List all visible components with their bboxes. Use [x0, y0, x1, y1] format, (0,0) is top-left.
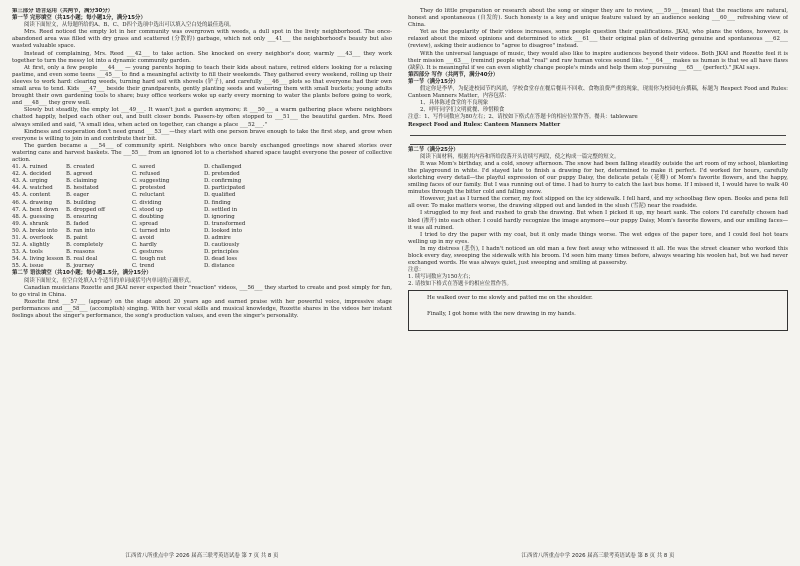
grammar-instructions: 阅读下面短文，在空白处填入1个适当的单词或括号内单词的正确形式。	[24, 277, 195, 284]
option-item: C. trend	[132, 263, 155, 270]
option-item: D. participated	[204, 185, 245, 192]
option-item: B. dropped off	[66, 206, 105, 213]
option-item: C. avoid	[132, 235, 155, 241]
option-item: B. ran into	[66, 227, 95, 234]
story-paragraph: It was Mom's birthday, and a cold, snowy afternoon. The snow had been falling steadily outside the art room of my school, blanketing the playground in white. I'd stayed late to finish a drawing for her, determined to make it perfect. I'd worked for hours, carefully sketching every detail—the playful expression of our puppy Daisy, the delicate petals (花瓣) of Mom's favorite flowers, and the happy, smiling faces of our family. But I was running out of time. I had to hurry to catch the last bus home. If I missed it, I would have to walk 40 minutes through the bitter cold and falling snow.	[408, 160, 788, 196]
grammar-title: 第二节 语法填空（共10小题；每小题1.5分，满分15分）	[12, 270, 152, 277]
cloze-instructions: 阅读下面短文，从每题所给的A、B、C、D四个选项中选出可以填入空白处的最佳选项。	[24, 22, 235, 29]
option-item: C. tough nut	[132, 256, 166, 263]
option-item: D. dead loss	[204, 256, 238, 263]
section-3-title: 第三部分 语言运用（共两节，满分30分）	[12, 8, 114, 14]
writing-2-note-label: 注意：	[408, 267, 425, 274]
option-item: D. confirming	[204, 178, 242, 185]
grammar-paragraph: Canadian musicians Rozette and JKAI never expected their "reaction" videos, ___56___ they started to create and post simply for fun, to go viral in China.	[12, 284, 392, 298]
option-item: C. doubting	[132, 213, 164, 220]
option-item: C. protested	[132, 185, 166, 192]
option-item: 55. A. issue	[12, 263, 44, 270]
grammar-paragraph: Yet as the popularity of their videos increases, some people question their qualifications. JKAI, who plans the videos, however, is relaxed about the mixed opinions and determined to stick ___61___ their original plan of delivering genuine and spontaneous ___62___ (review), asking their audience to "agree to disagree" instead.	[408, 29, 788, 50]
option-item: B. completely	[66, 242, 104, 249]
writing-1-note: 注意：1、写作词数应为80左右；2、请按如下格式在答题卡的相应位置作答。餐具：tableware	[408, 114, 638, 121]
continuation-opener: Finally, I got home with the new drawing in my hands.	[427, 310, 576, 317]
story-paragraph: I struggled to my feet and rushed to grab the drawing. But when I picked it up, my heart sank. The colors I'd carefully chosen had bled (渗开) into each other. I could hardly recognize the image anymore—our puppy Daisy, Mom's favorite flowers, and our smiling faces—it was all ruined.	[408, 210, 788, 231]
story-paragraph: I tried to dry the paper with my coat, but it only made things worse. The wet edges of the paper tore, and I could feel hot tears welling up in my eyes.	[408, 231, 788, 245]
option-item: 46. A. drawing	[12, 199, 53, 206]
grammar-paragraph: With the universal language of music, they would also like to inspire audiences beyond their videos. Both JKAI and Rozette feel it is their mission ___63___ (remind) people what "real" and raw human voices sound like. "___64___ makes us human is that we all have flaws (缺陷). It is meaningful if we can even slightly change people's minds and help them stop pursuing ___65___ (perfect)." JKAI says.	[408, 50, 788, 71]
writing-2-note: 1. 续写词数应为150左右；	[408, 274, 474, 281]
cloze-paragraph: Slowly but steadily, the empty lot ___49___. It wasn't just a garden anymore; it ___50___ a warm gathering place where neighbors chatted happily, helped each other out, and built closer bonds. Passers-by often stopped to ___51___ the beautiful garden. Mrs. Reed always smiled and said, "A small idea, when acted on together, can change a place ___52___."	[12, 107, 392, 128]
option-item: B. agreed	[66, 171, 93, 178]
option-item: D. pretended	[204, 171, 240, 178]
option-item: B. building	[66, 199, 96, 206]
page-7-column	[12, 8, 392, 548]
option-item: 45. A. content	[12, 192, 51, 199]
option-item: B. eager	[66, 192, 90, 199]
continuation-box	[408, 290, 788, 330]
option-item: B. ensuring	[66, 213, 98, 220]
writing-2-note: 2. 请按如下格式在答题卡的相应位置作答。	[408, 281, 512, 288]
answer-line	[410, 138, 786, 145]
writing-2-instructions: 阅读下面材料，根据其内容和所给段落开头语续写两段，使之构成一篇完整的短文。	[420, 153, 620, 160]
option-item: D. principles	[204, 249, 239, 256]
option-item: C. gestures	[132, 249, 163, 256]
option-item: D. qualified	[204, 192, 236, 199]
grammar-paragraph: They do little preparation or research about the song or singer they are to review, ___59___ (mean) that the reactions are natural, honest and spontaneous (自发的). Such honesty is a key and unique feature valued by an audience seeking ___60___ refreshing view of China.	[408, 8, 788, 29]
option-item: C. hardly	[132, 242, 157, 249]
option-item: C. reluctant	[132, 192, 165, 199]
option-item: 49. A. shrank	[12, 220, 49, 227]
section-4-title: 第四部分 写作（共两节，满分40分）	[408, 71, 499, 78]
page-8-footer: 江西省八所重点中学 2026 届高三联考英语试卷 第 8 页 共 8 页	[521, 553, 675, 559]
answer-line	[410, 129, 786, 136]
option-item: D. admire	[204, 235, 231, 241]
option-item: C. dividing	[132, 199, 162, 206]
cloze-paragraph: Kindness and cooperation don't need grand ___53___—they start with one person brave enough to take the first step, and grow when everyone is willing to join in and contribute their bit.	[12, 128, 392, 142]
option-item: D. challenged	[204, 164, 242, 171]
option-item: 54. A. living lesson	[12, 256, 64, 263]
option-item: 47. A. bent down	[12, 206, 59, 213]
option-item: B. real deal	[66, 256, 98, 263]
cloze-title: 第一节 完形填空（共15小题；每小题1分，满分15分）	[12, 15, 146, 22]
continuation-opener: He walked over to me slowly and patted me on the shoulder.	[427, 295, 593, 302]
option-item: B. reasons	[66, 249, 95, 256]
option-item: 52. A. slightly	[12, 242, 50, 249]
cloze-paragraph: The garden became a ___54___ of community spirit. Neighbors who once barely exchanged greetings now shared stories over watering cans and harvest baskets. The ___55___ from an ignored lot to a cherished shared space taught everyone the power of collective action.	[12, 142, 392, 163]
option-item: 44. A. watched	[12, 185, 53, 192]
option-item: B. faded	[66, 220, 89, 227]
writing-1-point: 1、具体陈述食堂的不良现象	[420, 100, 489, 107]
cloze-passage	[12, 29, 392, 164]
writing-1-instructions: 假定你是李华，为促进校园节约风尚，学校食堂存在餐后餐具不回收、食物浪费严重的现象，现需你为校园电台撰稿，标题为 Respect Food and Rules: Canteen Manners Matter，内容包括：	[408, 86, 788, 100]
writing-1-heading: Respect Food and Rules: Canteen Manners Matter	[408, 121, 561, 128]
grammar-paragraph: Rozette first ___57___ (appear) on the stage about 20 years ago and earned praise with her powerful voice, impressive stage performances and ___58___ (accomplish) singing. With her vocal skills and musical knowledge, Rozette shares in the videos her instant feelings about the singer's performance, the song's production values, and even the singer's personality.	[12, 298, 392, 320]
option-item: B. paint	[66, 235, 88, 241]
option-item: D. cautiously	[204, 242, 240, 249]
option-item: 42. A. decided	[12, 171, 52, 178]
option-item: 43. A. urging	[12, 178, 48, 185]
cloze-paragraph: Mrs. Reed noticed the empty lot in her community was overgrown with weeds, a dull spot in the lively neighborhood. The once-abandoned area was filled with dry grass and scattered (分散的) garbage, which not only ___41___ the neighborhood's beauty but also wasted valuable space.	[12, 29, 392, 50]
option-item: C. saved	[132, 164, 156, 171]
page-7-footer: 江西省八所重点中学 2026 届高三联考英语试卷 第 7 页 共 8 页	[125, 553, 279, 559]
cloze-paragraph: Instead of complaining, Mrs. Reed ___42___ to take action. She knocked on every neighbor's door, warmly ___43___ they work together to turn the messy lot into a dynamic community garden.	[12, 50, 392, 64]
story-paragraph: In my distress (悲伤), I hadn't noticed an old man a few feet away who witnessed it all. He was the street cleaner who worked this block every day, sweeping the sidewalk with his broom. I'd seen him many times before, always wearing his woolen hat, but we had never exchanged words. He was always quiet, just sweeping and smiling at passersby.	[408, 245, 788, 267]
option-item: D. ignoring	[204, 213, 235, 220]
writing-1-title: 第一节（满分15分）	[408, 78, 459, 85]
option-item: C. stood up	[132, 206, 163, 213]
writing-2-title: 第二节（满分25分）	[408, 146, 459, 153]
cloze-paragraph: At first, only a few people ___44___ — young parents hoping to teach their kids about nature, retired elders looking for a relaxing pastime, and even some teens ___45___ to find a meaningful activity to fill their weekends. They gathered every weekend, rolling up their sleeves to work hard: clearing weeds, turning hard soil with shovels (铲子), and carefully ___46___ plots so that everyone had their own small area to tend. Kids ___47___ beside their grandparents, gently planting seeds and watering them with small buckets; young adults brought their own gardening tools to share; busy office workers woke up early every morning to water the plants before going to work, and ___48___ they grew well.	[12, 64, 392, 107]
option-item: D. settled in	[204, 206, 238, 213]
cloze-options-table	[12, 164, 392, 270]
option-item: C. spread	[132, 220, 159, 227]
option-item: C. turned into	[132, 227, 171, 234]
option-item: C. suggesting	[132, 178, 170, 185]
option-item: 51. A. overlook	[12, 235, 54, 241]
option-item: 48. A. guessing	[12, 213, 54, 220]
option-item: C. refused	[132, 171, 161, 178]
option-item: 41. A. ruined	[12, 164, 48, 171]
story-paragraph: However, just as I turned the corner, my foot slipped on the icy sidewalk. I fell hard, and my schoolbag flew open. Books and pens fell all over. To make matters worse, the drawing slipped out and landed in the slush (雪泥) near the roadside.	[408, 196, 788, 210]
page-8-column	[408, 8, 788, 548]
option-item: 50. A. broke into	[12, 227, 58, 234]
option-item: D. finding	[204, 199, 231, 206]
option-item: D. transformed	[204, 220, 246, 227]
option-item: D. distance	[204, 263, 235, 270]
writing-1-point: 2、呼吁同学们文明就餐、珍惜粮食	[420, 107, 505, 114]
option-item: B. journey	[66, 263, 95, 270]
option-item: 53. A. tools	[12, 249, 43, 256]
option-item: B. hesitated	[66, 185, 99, 192]
option-item: B. claiming	[66, 178, 97, 185]
option-item: B. created	[66, 164, 95, 171]
option-item: D. looked into	[204, 227, 242, 234]
